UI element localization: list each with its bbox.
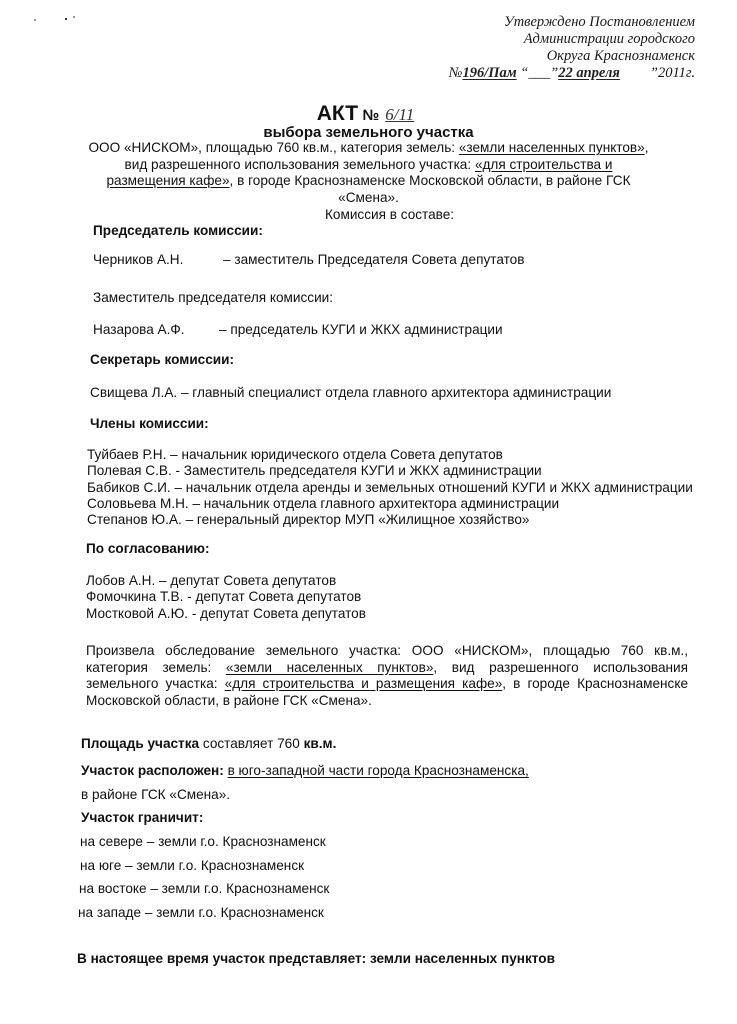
intro-land-category: «земли населенных пунктов» [458, 140, 645, 155]
act-number-handwritten: 6/11 [385, 105, 415, 124]
border-west: на западе – земли г.о. Краснознаменск [78, 905, 324, 920]
approval-line-1: Утверждено Постановлением [503, 14, 695, 30]
approval-block [449, 14, 695, 82]
members-heading: Члены комиссии: [90, 416, 209, 431]
plot-location-label: Участок расположен: [81, 763, 224, 778]
scan-speck [73, 16, 75, 18]
current-state: В настоящее время участок представляет: земли населенных пунктов [77, 951, 555, 966]
member-entry: Полевая С.В. - Заместитель председателя КУГИ и ЖКХ администрации [87, 463, 542, 479]
intro-text-2: , вид разрешенного использования земельного участка: [124, 140, 649, 172]
plot-area-text: составляет 760 [199, 736, 304, 751]
border-south: на юге – земли г.о. Краснознаменск [80, 858, 305, 873]
act-subtitle: выбора земельного участка [263, 124, 474, 141]
agreed-entry: Фомочкина Т.В. - депутат Совета депутатов [86, 589, 362, 605]
plot-area-unit: кв.м. [303, 736, 337, 751]
agreed-entry: Мостковой А.Ю. - депутат Совета депутатов [86, 605, 366, 621]
member-entry: Соловьева М.Н. – начальник отдела главного архитектора администрации [87, 495, 560, 511]
chairman-heading: Председатель комиссии: [93, 223, 263, 238]
deputy-name: Назарова А.Ф. [93, 322, 185, 337]
plot-location-line2: в районе ГСК «Смена». [81, 787, 231, 802]
survey-land-category: «земли населенных пунктов» [225, 659, 434, 675]
deputy-heading: Заместитель председателя комиссии: [93, 290, 334, 305]
scan-speck [65, 18, 67, 20]
approval-date-year: ”2011г. [649, 65, 695, 81]
act-title [0, 102, 737, 126]
approval-date-value: 22 апреля [558, 65, 620, 81]
approval-line-2: Администрации городского [523, 31, 695, 47]
survey-paragraph [86, 643, 688, 709]
member-entry: Бабиков С.И. – начальник отдела аренды и земельных отношений КУГИ и ЖКХ администрации [87, 479, 693, 495]
members-list [87, 447, 693, 528]
plot-location [81, 763, 529, 778]
act-intro [0, 140, 737, 206]
approval-number-date [449, 65, 695, 82]
chairman-role: – заместитель Председателя Совета депутатов [223, 252, 525, 267]
plot-area [81, 736, 336, 751]
survey-permitted-use: «для строительства и размещения кафе» [224, 676, 503, 691]
intro-text-3: , в городе Краснознаменске Московской области, в районе ГСК «Смена». [229, 173, 631, 205]
agreed-entry: Лобов А.Н. – депутат Совета депутатов [86, 573, 337, 588]
secretary-heading: Секретарь комиссии: [90, 352, 235, 367]
agreed-list [86, 573, 366, 622]
chairman-name: Черников А.Н. [93, 252, 184, 267]
approval-number-value: 196/Пам [462, 65, 517, 81]
member-entry: Туйбаев Р.Н. – начальник юридического отдела Совета депутатов [87, 447, 503, 462]
survey-text-2: , вид разрешенного использования земельного участка: [86, 659, 688, 691]
border-east: на востоке – земли г.о. Краснознаменск [79, 881, 330, 896]
approval-date-quote-open: “___” [520, 65, 559, 81]
survey-text-3: , в городе Краснознаменске Московской области, в районе ГСК «Смена». [86, 676, 689, 708]
member-entry: Степанов Ю.А. – генеральный директор МУП «Жилищное хозяйство» [87, 512, 530, 528]
plot-location-value: в юго-западной части города Краснознаменска, [227, 763, 529, 778]
borders-heading: Участок граничит: [81, 810, 204, 825]
plot-area-label: Площадь участка [81, 736, 200, 751]
scan-speck [34, 19, 36, 21]
intro-permitted-use: «для строительства и размещения кафе» [106, 156, 613, 188]
intro-text-1: ООО «НИСКОМ», площадью 760 кв.м., категория земель: [88, 140, 459, 155]
border-north: на севере – земли г.о. Краснознаменск [80, 834, 326, 849]
agreed-heading: По согласованию: [86, 541, 210, 556]
act-label: АКТ [316, 102, 359, 125]
approval-line-3: Округа Краснознаменск [546, 48, 695, 64]
commission-heading: Комиссия в составе: [325, 207, 455, 222]
deputy-role: – председатель КУГИ и ЖКХ администрации [219, 322, 503, 337]
act-number-label: № [362, 107, 380, 124]
survey-text-1: Произвела обследование земельного участка: ООО «НИСКОМ», площадью 760 кв.м., категория земель: [86, 643, 688, 675]
secretary-entry: Свищева Л.А. – главный специалист отдела главного архитектора администрации [90, 385, 612, 400]
approval-number-prefix: № [448, 65, 463, 81]
